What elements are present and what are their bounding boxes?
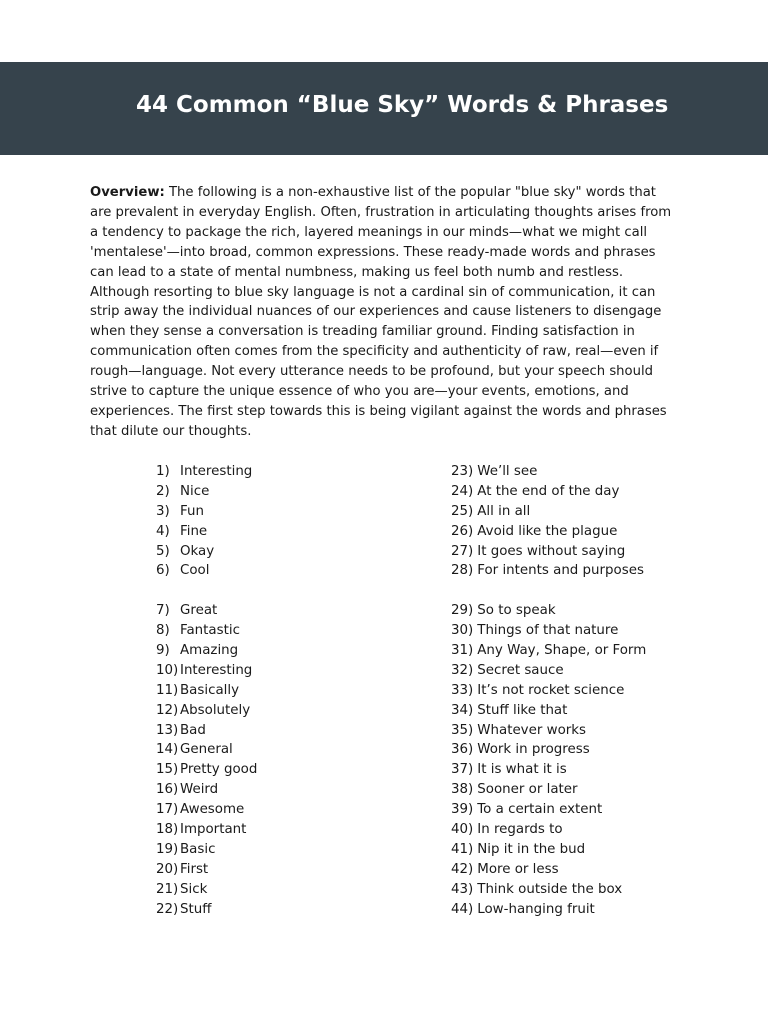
- list-item-text: Secret sauce: [477, 662, 564, 678]
- list-item-text: It goes without saying: [477, 543, 626, 559]
- list-item: [451, 760, 691, 780]
- list-gap: [451, 581, 691, 601]
- list-item-text: Interesting: [180, 464, 253, 479]
- list-item-text: General: [180, 742, 233, 758]
- list-item: [451, 701, 691, 721]
- list-item: [156, 661, 356, 681]
- list-item-text: Stuff: [180, 901, 212, 917]
- list-gap: [156, 581, 356, 601]
- list-item-number: 44): [451, 901, 474, 917]
- title-banner: [0, 62, 768, 155]
- list-item-text: Nip it in the bud: [477, 841, 586, 857]
- list-item: [451, 522, 691, 542]
- list-item-number: 36): [451, 742, 474, 758]
- list-item: [156, 860, 356, 880]
- list-item-number: 21): [156, 881, 179, 897]
- list-item-text: Amazing: [180, 643, 239, 659]
- list-item: [451, 542, 691, 562]
- list-item-number: 35): [451, 722, 474, 738]
- list-item: [156, 840, 356, 860]
- list-item: [156, 701, 356, 721]
- list-item: [451, 780, 691, 800]
- list-item-text: Avoid like the plague: [477, 523, 618, 539]
- list-item-number: 3): [156, 503, 170, 519]
- list-item: [156, 760, 356, 780]
- list-item-text: At the end of the day: [477, 483, 620, 499]
- list-item-text: Nice: [180, 483, 210, 499]
- list-item-number: 26): [451, 523, 474, 539]
- list-item-number: 27): [451, 543, 474, 559]
- list-item-text: Whatever works: [477, 722, 586, 738]
- list-item-text: It is what it is: [477, 762, 567, 778]
- list-item: [156, 681, 356, 701]
- list-item-number: 11): [156, 682, 179, 698]
- list-item: [156, 900, 356, 920]
- list-item: [156, 542, 356, 562]
- list-item: [156, 820, 356, 840]
- list-item-number: 19): [156, 841, 179, 857]
- list-item-number: 20): [156, 861, 179, 877]
- list-item-number: 8): [156, 623, 170, 639]
- list-item-number: 17): [156, 802, 179, 818]
- list-item-text: To a certain extent: [477, 802, 603, 818]
- list-item-number: 2): [156, 483, 170, 499]
- list-item-text: In regards to: [477, 822, 563, 838]
- list-item-number: 23): [451, 464, 474, 479]
- list-item-number: 24): [451, 483, 474, 499]
- list-item: [451, 502, 691, 522]
- list-item-text: Think outside the box: [477, 881, 623, 897]
- list-item: [451, 681, 691, 701]
- list-item-number: 42): [451, 861, 474, 877]
- list-item: [156, 482, 356, 502]
- list-item-number: 14): [156, 742, 179, 758]
- list-item-text: Absolutely: [180, 702, 251, 718]
- list-item-number: 41): [451, 841, 474, 857]
- list-item-number: 31): [451, 643, 474, 659]
- list-item: [156, 880, 356, 900]
- list-item-number: 25): [451, 503, 474, 519]
- list-item-number: 18): [156, 822, 179, 838]
- page-title: 44 Common “Blue Sky” Words & Phrases: [136, 92, 669, 118]
- list-item-number: 15): [156, 762, 179, 778]
- list-item-number: 30): [451, 623, 474, 639]
- list-item-number: 1): [156, 464, 170, 479]
- list-item: [156, 800, 356, 820]
- list-item: [451, 661, 691, 681]
- list-item-number: 34): [451, 702, 474, 718]
- list-item-number: 33): [451, 682, 474, 698]
- list-item-text: All in all: [477, 503, 531, 519]
- list-item: [156, 740, 356, 760]
- list-item-number: 22): [156, 901, 179, 917]
- list-item: [451, 840, 691, 860]
- list-item-number: 16): [156, 782, 179, 798]
- list-item-text: Important: [180, 822, 247, 838]
- list-item: [451, 800, 691, 820]
- list-item-number: 9): [156, 643, 170, 659]
- list-item: [156, 462, 356, 482]
- list-item-number: 29): [451, 603, 474, 619]
- list-item-number: 12): [156, 702, 179, 718]
- list-item: [156, 561, 356, 581]
- list-item-text: Basic: [180, 841, 216, 857]
- left-group-2: [156, 601, 356, 919]
- list-item: [451, 621, 691, 641]
- list-item: [156, 780, 356, 800]
- list-item: [451, 820, 691, 840]
- overview-label: Overview:: [90, 185, 165, 200]
- left-group-1: [156, 462, 356, 581]
- overview-paragraph: [90, 183, 680, 442]
- list-item: [451, 880, 691, 900]
- list-item-text: Cool: [180, 563, 210, 579]
- list-item-number: 5): [156, 543, 170, 559]
- list-item: [156, 502, 356, 522]
- right-group-1: [451, 462, 691, 581]
- list-item-number: 40): [451, 822, 474, 838]
- overview-text: The following is a non-exhaustive list of the popular "blue sky" words that are prevalent in everyday English. Often, frustration in articulating thoughts arises from a tendency to package the rich, layered meanings in our minds—what we might call 'mentalese'—into broad, common expressions. These ready-made words and phrases can lead to a state of mental numbness, making us feel both numb and restless. Although resorting to blue sky language is not a cardinal sin of communication, it can strip away the individual nuances of our experiences and cause listeners to disengage when they sense a conversation is treading familiar ground. Finding satisfaction in communication often comes from the specificity and authenticity of raw, real—even if rough—language. Not every utterance needs to be profound, but your speech should strive to capture the unique essence of who you are—your events, emotions, and experiences. The first step towards this is being vigilant against the words and phrases that dilute our thoughts.: [90, 185, 672, 439]
- list-item-text: Low-hanging fruit: [477, 901, 595, 917]
- list-item-number: 28): [451, 563, 474, 579]
- list-item-text: Weird: [180, 782, 219, 798]
- list-item: [156, 621, 356, 641]
- list-item-number: 6): [156, 563, 170, 579]
- list-item-number: 37): [451, 762, 474, 778]
- list-item: [451, 482, 691, 502]
- list-item-number: 7): [156, 603, 170, 619]
- list-item-text: Pretty good: [180, 762, 258, 778]
- list-item-text: For intents and purposes: [477, 563, 644, 579]
- list-item: [451, 462, 691, 482]
- list-item-number: 32): [451, 662, 474, 678]
- list-item-text: More or less: [477, 861, 559, 877]
- list-item-text: It’s not rocket science: [477, 682, 625, 698]
- list-item-text: Fantastic: [180, 623, 240, 639]
- list-item-text: Great: [180, 603, 218, 619]
- list-item-text: Fine: [180, 523, 208, 539]
- phrase-list-right: [451, 462, 691, 919]
- list-item: [156, 601, 356, 621]
- list-item: [451, 561, 691, 581]
- list-item-text: First: [180, 861, 209, 877]
- list-item-text: Work in progress: [477, 742, 590, 758]
- word-list-left: [156, 462, 356, 919]
- list-item: [451, 641, 691, 661]
- list-item-number: 38): [451, 782, 474, 798]
- list-item: [156, 641, 356, 661]
- list-item-text: Bad: [180, 722, 206, 738]
- list-item-text: Any Way, Shape, or Form: [477, 643, 647, 659]
- list-item: [451, 740, 691, 760]
- list-item-number: 13): [156, 722, 179, 738]
- list-item: [451, 900, 691, 920]
- list-item-text: Sooner or later: [477, 782, 578, 798]
- list-item: [451, 860, 691, 880]
- list-item-number: 43): [451, 881, 474, 897]
- list-item: [451, 601, 691, 621]
- list-item-text: We’ll see: [477, 464, 538, 479]
- list-item-text: Fun: [180, 503, 204, 519]
- list-item-number: 39): [451, 802, 474, 818]
- list-item-text: Awesome: [180, 802, 245, 818]
- list-item-text: Interesting: [180, 662, 253, 678]
- list-item: [156, 522, 356, 542]
- list-item: [451, 721, 691, 741]
- list-item-number: 4): [156, 523, 170, 539]
- list-item-text: Basically: [180, 682, 240, 698]
- list-item-text: Sick: [180, 881, 208, 897]
- list-item-text: Things of that nature: [477, 623, 619, 639]
- list-item-text: Stuff like that: [477, 702, 568, 718]
- list-item-number: 10): [156, 662, 179, 678]
- list-item: [156, 721, 356, 741]
- list-item-text: So to speak: [477, 603, 556, 619]
- right-group-2: [451, 601, 691, 919]
- list-item-text: Okay: [180, 543, 215, 559]
